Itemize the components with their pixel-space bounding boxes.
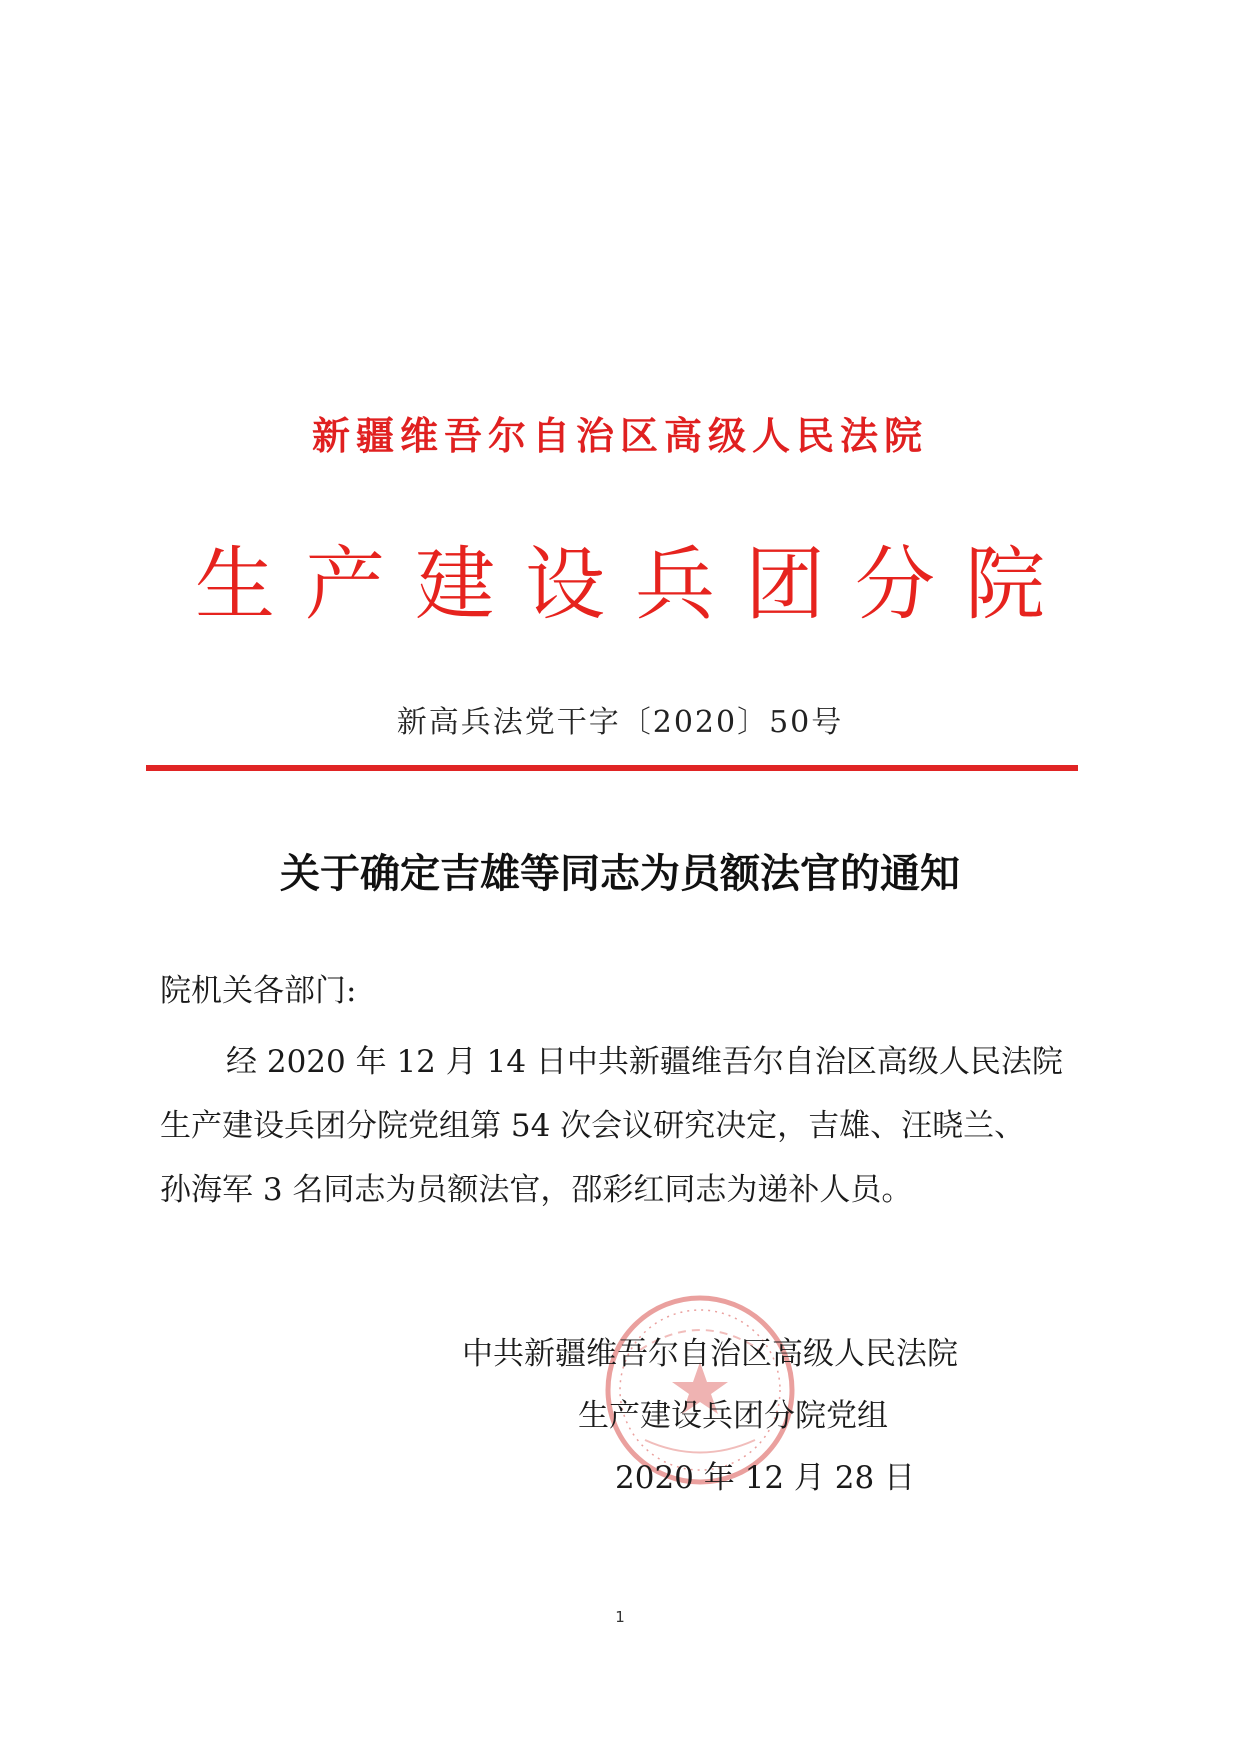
issuing-org-header: 新疆维吾尔自治区高级人民法院 (311, 413, 928, 458)
salutation: 院机关各部门: (160, 973, 357, 1009)
issuing-branch-header: 生产建设兵团分院 (195, 538, 1075, 631)
notice-body (160, 1030, 1080, 1222)
document-number: 新高兵法党干字〔2020〕50号 (396, 705, 844, 740)
signature-org-line2: 生产建设兵团分院党组 (578, 1398, 888, 1434)
signature-org-line1: 中共新疆维吾尔自治区高级人民法院 (462, 1336, 958, 1372)
red-divider-rule (146, 765, 1078, 771)
body-line: 生产建设兵团分院党组第 54 次会议研究决定，吉雄、汪晓兰、 (160, 1108, 1026, 1144)
page-number: 1 (615, 1608, 625, 1626)
notice-title: 关于确定吉雄等同志为员额法官的通知 (280, 850, 960, 897)
body-line: 经 2020 年 12 月 14 日中共新疆维吾尔自治区高级人民法院 (226, 1044, 1063, 1080)
body-line: 孙海军 3 名同志为员额法官，邵彩红同志为递补人员。 (160, 1172, 913, 1208)
signature-date: 2020 年 12 月 28 日 (615, 1460, 916, 1496)
